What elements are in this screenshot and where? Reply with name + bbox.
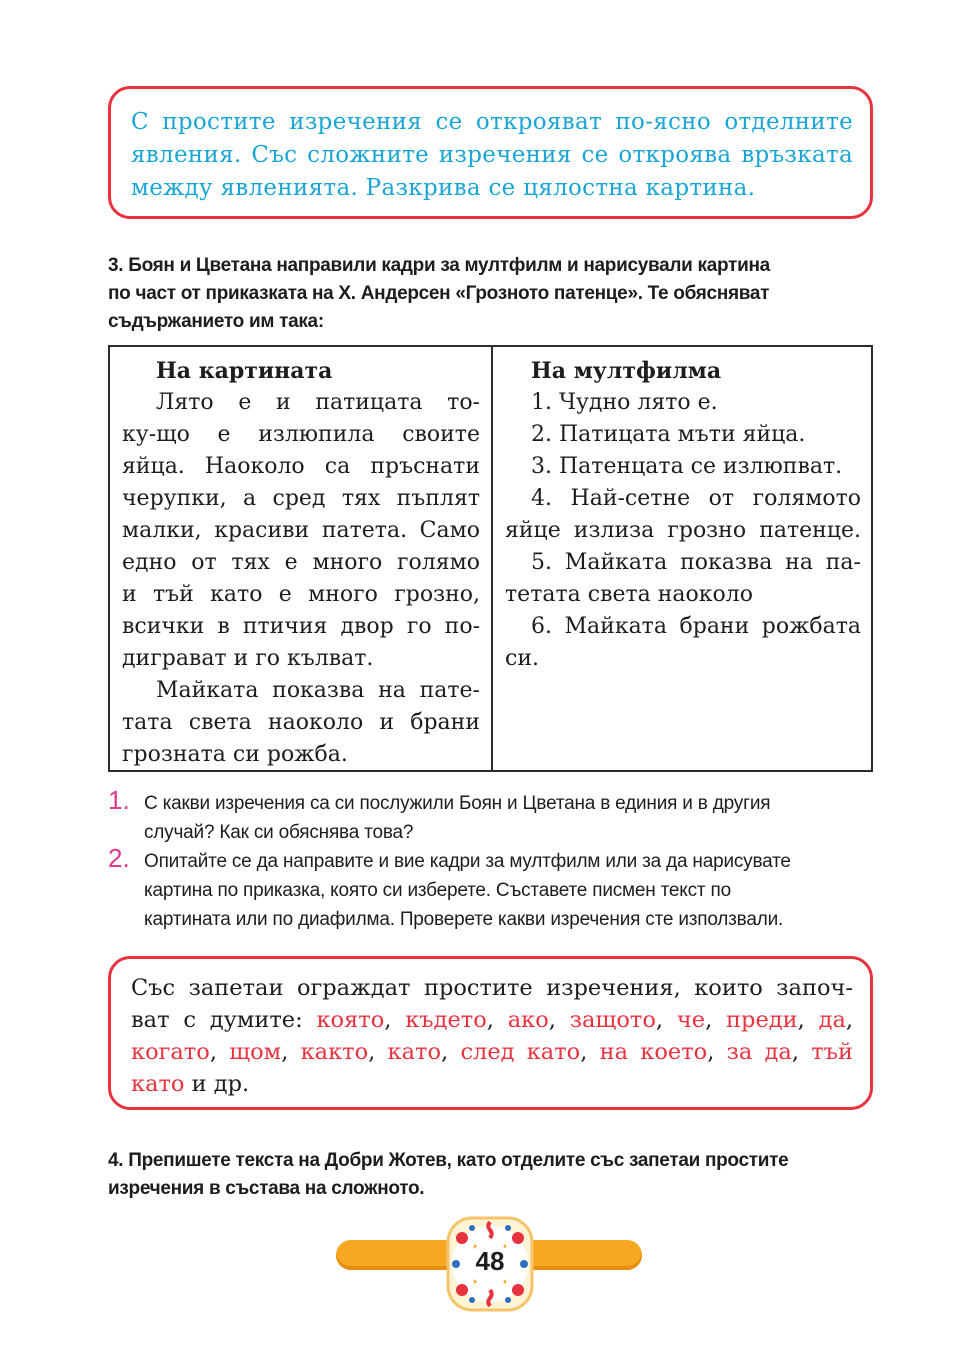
question-line: картината или по диафилма. Проверете какви изречения сте използвали. (144, 909, 784, 930)
info-line: С простите изречения се открояват по-ясно отделните (131, 109, 853, 135)
keyword: ако (507, 1007, 549, 1033)
rule-line (131, 1071, 853, 1097)
right-line: яйце излиза грозно патенце. (505, 518, 861, 543)
comma: , (655, 1007, 664, 1033)
keyword: щом (229, 1039, 282, 1065)
comma: , (797, 1007, 805, 1033)
keyword: която (316, 1007, 385, 1033)
task4-heading (108, 1147, 788, 1203)
keyword: след като (460, 1039, 581, 1065)
task3-heading (108, 252, 770, 336)
right-line: тетата света наоколо (505, 582, 754, 607)
comma: , (705, 1007, 713, 1033)
comma: , (580, 1039, 588, 1065)
question-line: С какви изречения са си послужили Боян и Цветана в единия и в другия (144, 793, 771, 814)
info-line: явления. Със сложните изречения се откроява връзката (131, 142, 853, 168)
left-line: тата света наоколо и брани (122, 710, 480, 735)
table-divider (491, 347, 493, 770)
info-box (108, 86, 873, 219)
keyword: за да (726, 1039, 792, 1065)
right-line: 6. Майката брани рожбата (531, 614, 861, 639)
keyword: че (676, 1007, 706, 1033)
left-column (122, 355, 480, 771)
left-line: яйца. Наоколо са пръснати (122, 454, 480, 479)
keyword: тъй (811, 1039, 853, 1065)
rule-line: Със запетаи ограждат простите изречения, които започ- (131, 975, 853, 1001)
right-line: 5. Майката показва на па- (531, 550, 861, 575)
keyword: където (405, 1007, 487, 1033)
right-column (505, 355, 861, 675)
rule-text: ват с думите: (131, 1007, 317, 1033)
question-line: картина по приказка, която си изберете. Съставете писмен текст по (144, 880, 731, 901)
left-line: всички в птичия двор го по- (122, 614, 480, 639)
task4-line: 4. Препишете текста на Добри Жотев, като отделите със запетаи простите (108, 1150, 789, 1171)
comma: , (368, 1039, 376, 1065)
keyword: като (387, 1039, 442, 1065)
comparison-table (108, 345, 873, 772)
comma: , (791, 1039, 799, 1065)
right-line: 3. Патенцата се излюпват. (531, 454, 843, 479)
keyword: както (300, 1039, 369, 1065)
right-column-header: На мултфилма (531, 358, 722, 384)
left-line: малки, красиви патета. Само (122, 518, 480, 543)
comma: , (548, 1007, 556, 1033)
left-line: Майката показва на пате- (156, 678, 480, 703)
keyword: като (131, 1071, 185, 1097)
comma: , (707, 1039, 715, 1065)
question-text (144, 789, 874, 847)
question-line: Опитайте се да направите и вие кадри за мултфилм или за да нарисувате (144, 851, 791, 872)
comma: , (486, 1007, 494, 1033)
question-line: случай? Как си обяснява това? (144, 822, 414, 843)
left-line: ку-що е излюпила своите (122, 422, 480, 447)
right-line: 4. Най-сетне от голямото (531, 486, 861, 511)
keyword: преди (726, 1007, 798, 1033)
comma: , (209, 1039, 217, 1065)
question-text (144, 847, 874, 934)
keyword: когато (131, 1039, 210, 1065)
comma: , (441, 1039, 449, 1065)
left-line: черупки, а сред тях пъплят (122, 486, 480, 511)
right-line: 1. Чудно лято е. (531, 390, 718, 415)
task4-line: изречения в състава на сложното. (108, 1178, 425, 1199)
comma: , (384, 1007, 392, 1033)
left-line: и тъй като е много грозно, (122, 582, 480, 607)
rule-text: и др. (184, 1071, 250, 1097)
keyword: да (818, 1007, 846, 1033)
right-line: 2. Патицата мъти яйца. (531, 422, 806, 447)
rule-box (108, 956, 873, 1110)
page-number: 48 (475, 1246, 505, 1276)
keyword: защото (569, 1007, 656, 1033)
comma: , (281, 1039, 289, 1065)
rule-line (131, 1007, 853, 1033)
task3-line: съдържанието им така: (108, 311, 324, 332)
question-number: 2. (108, 843, 130, 873)
question-number: 1. (108, 785, 130, 815)
left-column-header: На картината (156, 358, 333, 384)
left-line: едно от тях е много голямо (122, 550, 480, 575)
left-line: Лято е и патицата то- (156, 390, 480, 415)
right-line: си. (505, 646, 539, 671)
left-line: диграват и го кълват. (122, 646, 374, 671)
rule-line (131, 1039, 853, 1065)
info-line: между явленията. Разкрива се цялостна картина. (131, 175, 756, 201)
comma: , (845, 1007, 854, 1033)
task3-line: 3. Боян и Цветана направили кадри за мултфилм и нарисували картина (108, 255, 770, 276)
task3-line: по част от приказката на Х. Андерсен «Грозното патенце». Те обясняват (108, 283, 770, 304)
keyword: на което (599, 1039, 708, 1065)
left-line: грозната си рожба. (122, 742, 348, 767)
